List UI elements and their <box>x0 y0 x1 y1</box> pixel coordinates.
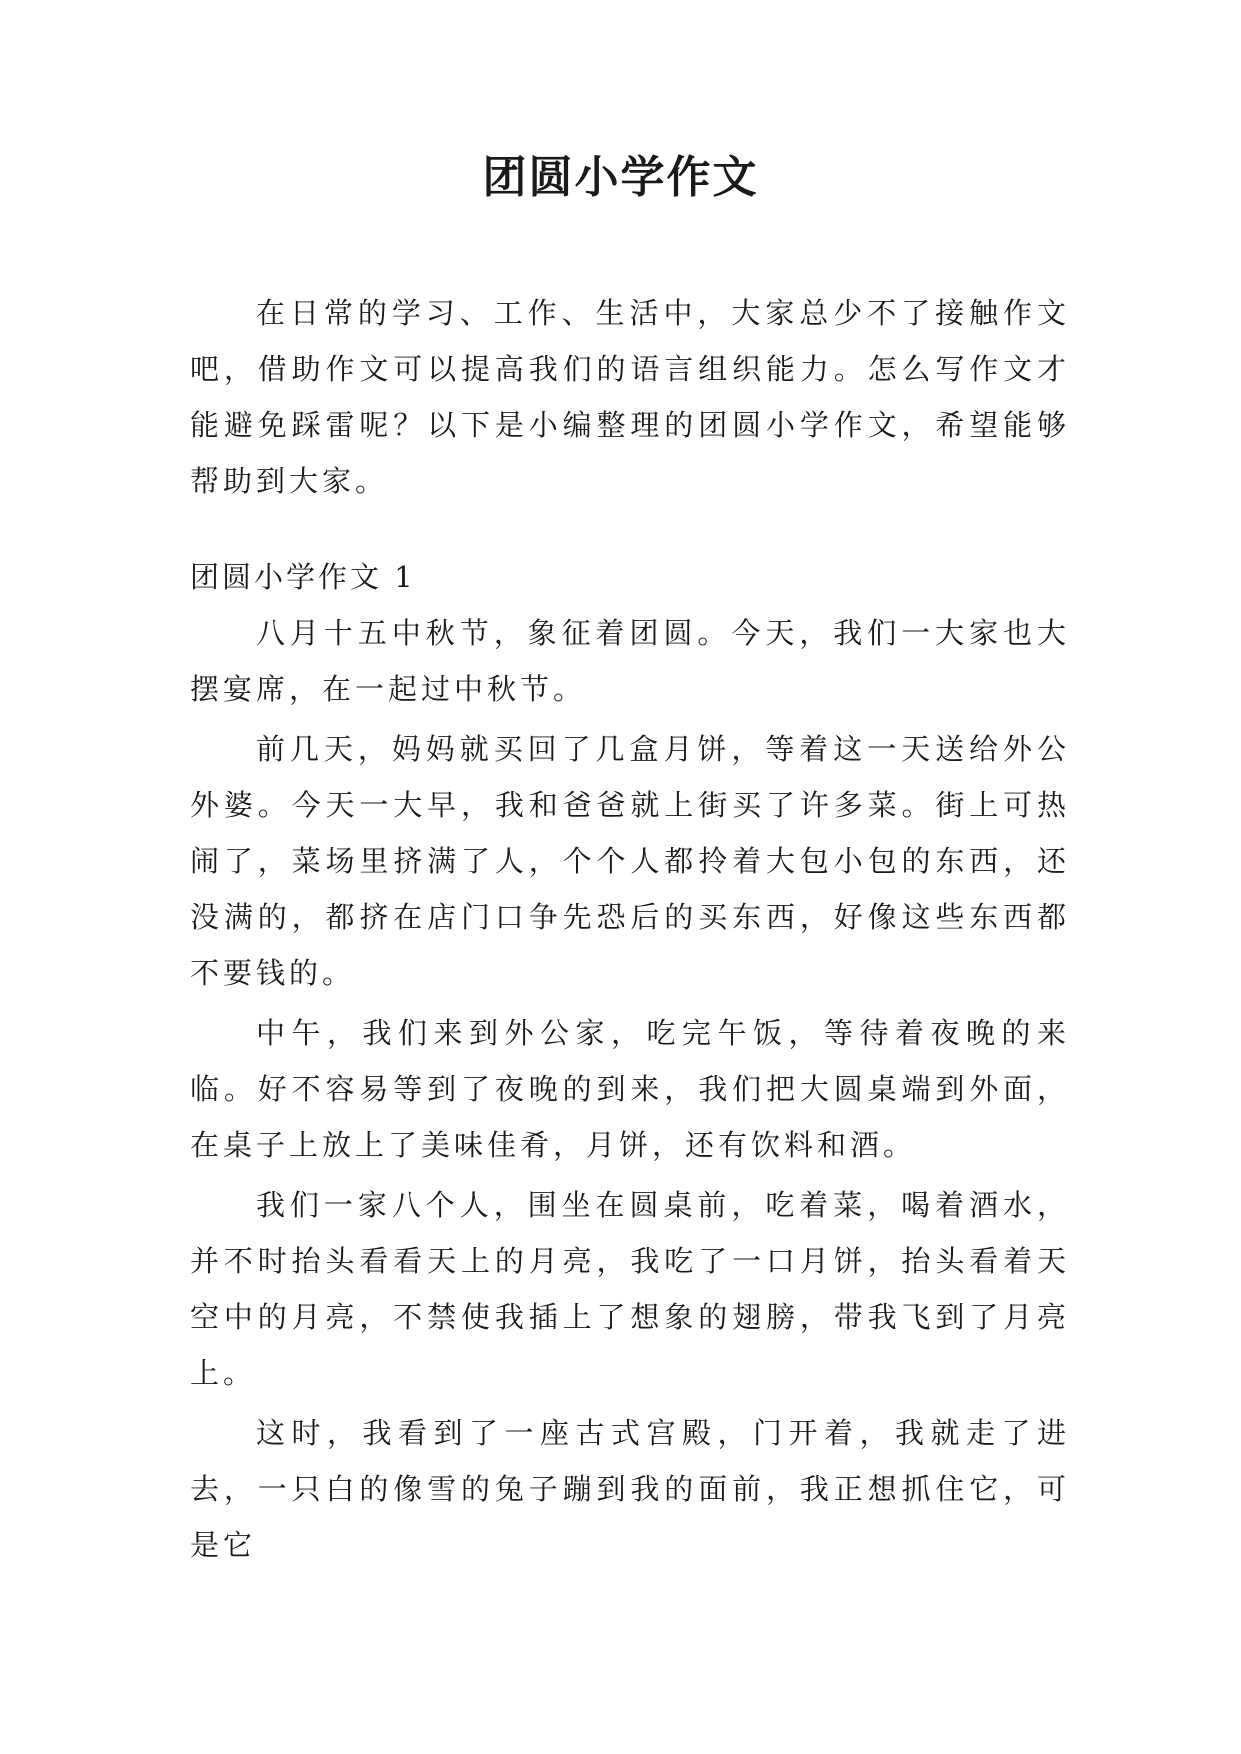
body-paragraph-2: 前几天，妈妈就买回了几盒月饼，等着这一天送给外公外婆。今天一大早，我和爸爸就上街买了许多菜。街上可热闹了，菜场里挤满了人，个个人都拎着大包小包的东西，还没满的，都挤在店门口争先恐后的买东西，好像这些东西都不要钱的。 <box>190 732 1070 990</box>
intro-paragraph: 在日常的学习、工作、生活中，大家总少不了接触作文吧，借助作文可以提高我们的语言组织能力。怎么写作文才能避免踩雷呢？以下是小编整理的团圆小学作文，希望能够帮助到大家。 <box>190 296 1070 498</box>
section-heading: 团圆小学作文 1 <box>190 560 416 594</box>
document-body <box>190 285 1070 1573</box>
body-paragraph-4: 我们一家八个人，围坐在圆桌前，吃着菜，喝着酒水，并不时抬头看看天上的月亮，我吃了一口月饼，抬头看着天空中的月亮，不禁使我插上了想象的翅膀，带我飞到了月亮上。 <box>190 1188 1070 1390</box>
body-paragraph-5: 这时，我看到了一座古式宫殿，门开着，我就走了进去，一只白的像雪的兔子蹦到我的面前，我正想抓住它，可是它 <box>190 1416 1070 1562</box>
body-paragraph-3: 中午，我们来到外公家，吃完午饭，等待着夜晚的来临。好不容易等到了夜晚的到来，我们把大圆桌端到外面，在桌子上放上了美味佳肴，月饼，还有饮料和酒。 <box>190 1016 1070 1162</box>
body-paragraph-1: 八月十五中秋节，象征着团圆。今天，我们一大家也大摆宴席，在一起过中秋节。 <box>190 616 1070 706</box>
document-title: 团圆小学作文 <box>482 152 759 203</box>
